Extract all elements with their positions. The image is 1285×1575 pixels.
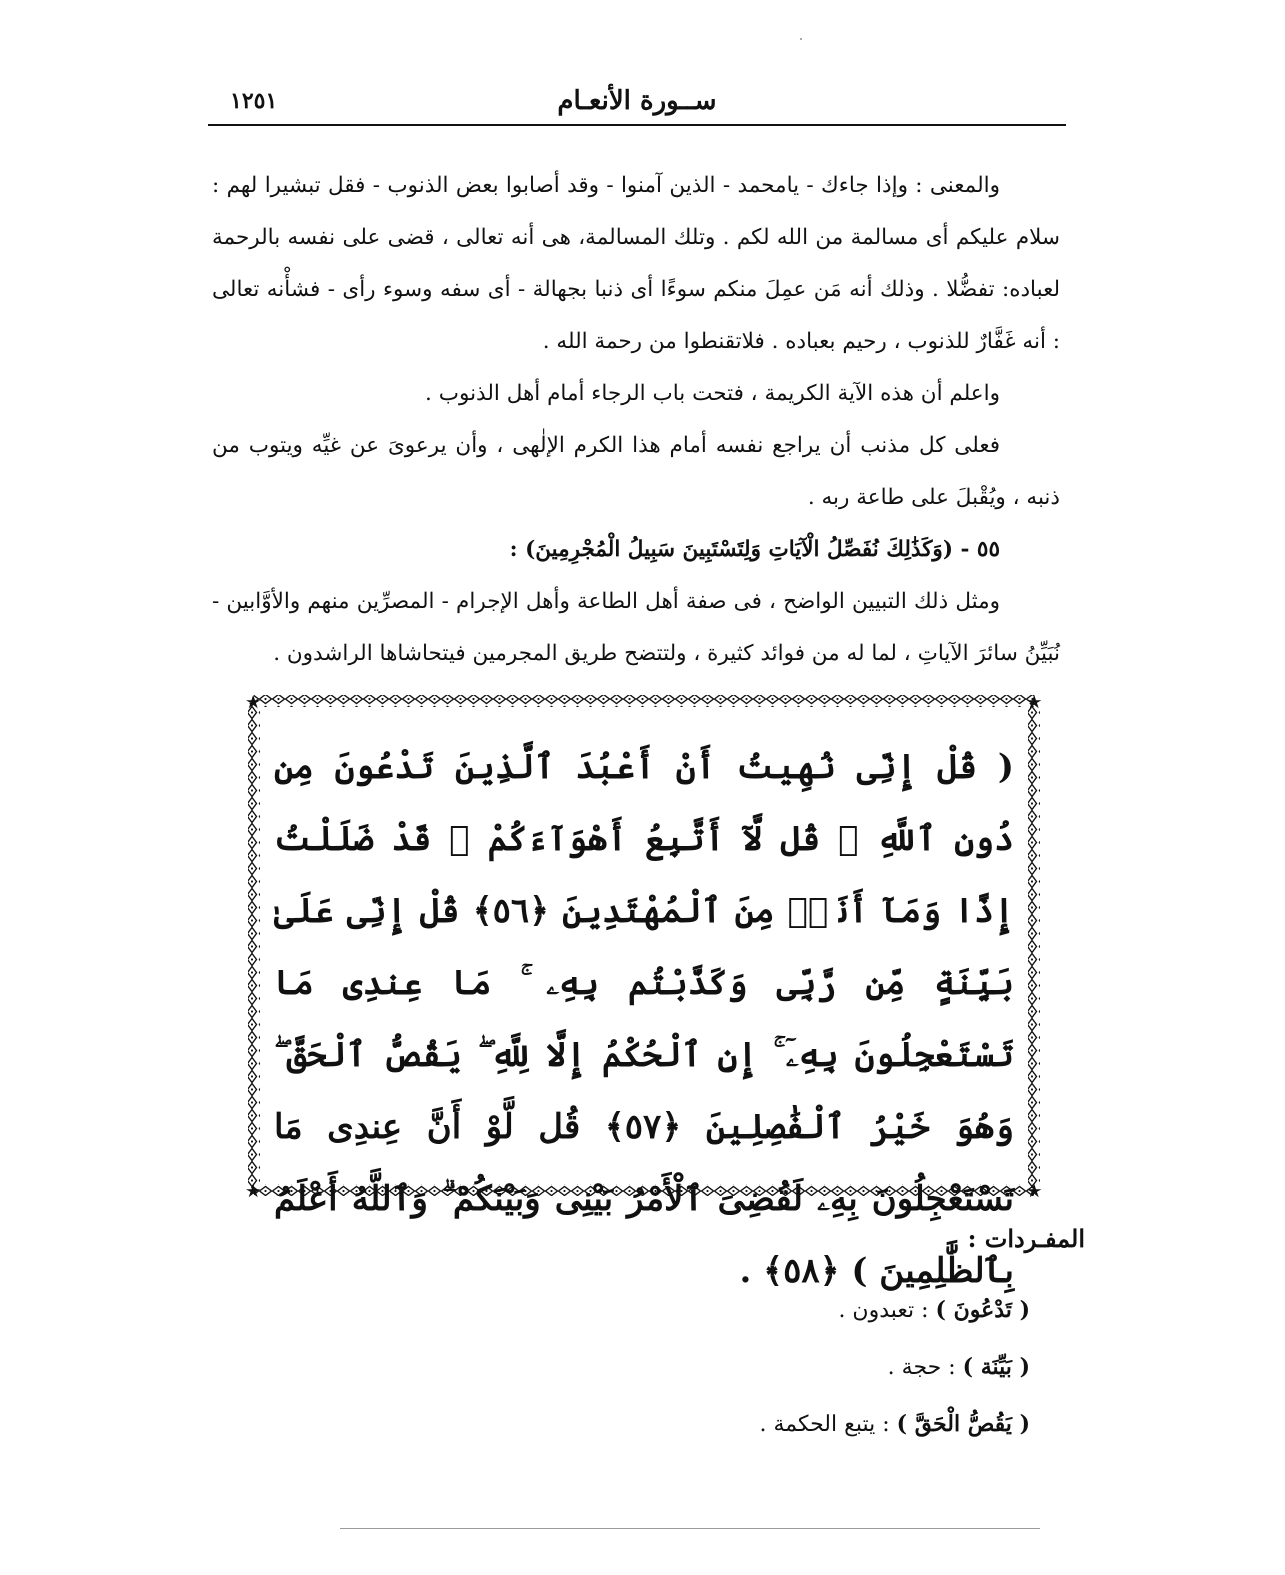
page-header	[208, 82, 1066, 122]
footer-rule	[340, 1528, 1040, 1529]
commentary-text	[212, 160, 1060, 680]
vocabulary-word: ( بَيِّنَة )	[962, 1354, 1030, 1380]
vocabulary-list	[560, 1282, 1030, 1453]
page-number: ١٢٥١	[230, 88, 278, 114]
vocabulary-meaning: : يتبع الحكمة .	[759, 1412, 897, 1437]
surah-title: ســورة الأنعـام	[557, 86, 717, 116]
vocabulary-meaning: : تعبدون .	[838, 1298, 936, 1323]
commentary-paragraph-meaning: والمعنى : وإذا جاءك - يامحمد - الذين آمنوا - وقد أصابوا بعض الذنوب - فقل تبشيرا لهم : سلام عليكم أى مسالمة من الله لكم . وتلك المسالمة، هى أنه تعالى ، قضى على نفسه بالرحمة لعباده: تفضُّلا . وذلك أنه مَن عمِلَ منكم سوءًا أى ذنبا بجهالة - أى سفه وسوء رأى - فشأْنه تعالى : أنه غَفَّارٌ للذنوب ، رحيم بعباده . فلاتقنطوا من رحمة الله .	[212, 173, 1060, 354]
vocabulary-word: ( تَدْعُونَ )	[935, 1297, 1030, 1323]
vocabulary-word: ( يَقُصُّ الْحَقَّ )	[896, 1411, 1030, 1437]
vocabulary-item	[560, 1339, 1030, 1396]
vocabulary-title: المفـردات :	[967, 1224, 1085, 1253]
quran-verses-56-58: ( قُلْ إِنِّى نُهِيتُ أَنْ أَعْبُدَ ٱلَّذِينَ تَدْعُونَ مِن دُونِ ٱللَّهِ ۚ قُل لَّآ أَتَّبِعُ أَهْوَآءَكُمْ ۙ قَدْ ضَلَلْتُ إِذًا وَمَآ أَنَا۠ مِنَ ٱلْمُهْتَدِينَ ﴿٥٦﴾ قُلْ إِنِّى عَلَىٰ بَيِّنَةٍ مِّن رَّبِّى وَكَذَّبْتُم بِهِۦ ۚ مَا عِندِى مَا تَسْتَعْجِلُونَ بِهِۦٓ ۚ إِنِ ٱلْحُكْمُ إِلَّا لِلَّهِ ۖ يَقُصُّ ٱلْحَقَّ ۖ وَهُوَ خَيْرُ ٱلْفَٰصِلِينَ ﴿٥٧﴾ قُل لَّوْ أَنَّ عِندِى مَا تَسْتَعْجِلُونَ بِهِۦ لَقُضِىَ ٱلْأَمْرُ بَيْنِى وَبَيْنَكُمْ ۗ وَٱللَّهُ أَعْلَمُ بِٱلظَّٰلِمِينَ ) ﴿٥٨﴾ .	[274, 747, 1015, 1291]
commentary-paragraph-hope: واعلم أن هذه الآية الكريمة ، فتحت باب الرجاء أمام أهل الذنوب .	[425, 381, 1000, 406]
vocabulary-item	[560, 1282, 1030, 1339]
commentary-paragraph-explanation: ومثل ذلك التبيين الواضح ، فى صفة أهل الطاعة وأهل الإجرام - المصرِّين منهم والأوَّابين - نُبَيِّنُ سائرَ الآياتِ ، لما له من فوائد كثيرة ، ولتتضح طريق المجرمين فيتحاشاها الراشدون .	[212, 589, 1060, 666]
commentary-paragraph-repentance: فعلى كل مذنب أن يراجع نفسه أمام هذا الكرم الإلٰهى ، وأن يرعوىَ عن غيِّه ويتوب من ذنبه ، ويُقْبلَ على طاعة ربه .	[212, 433, 1060, 510]
scan-speck	[800, 38, 802, 40]
vocabulary-meaning: : حجة .	[887, 1355, 963, 1380]
vocabulary-item	[560, 1396, 1030, 1453]
header-rule	[208, 124, 1066, 126]
verse-heading-55: ٥٥ - (وَكَذَٰلِكَ نُفَصِّلُ الْآيَاتِ وَلِتَسْتَبِينَ سَبِيلُ الْمُجْرِمِينَ) :	[509, 537, 1000, 562]
